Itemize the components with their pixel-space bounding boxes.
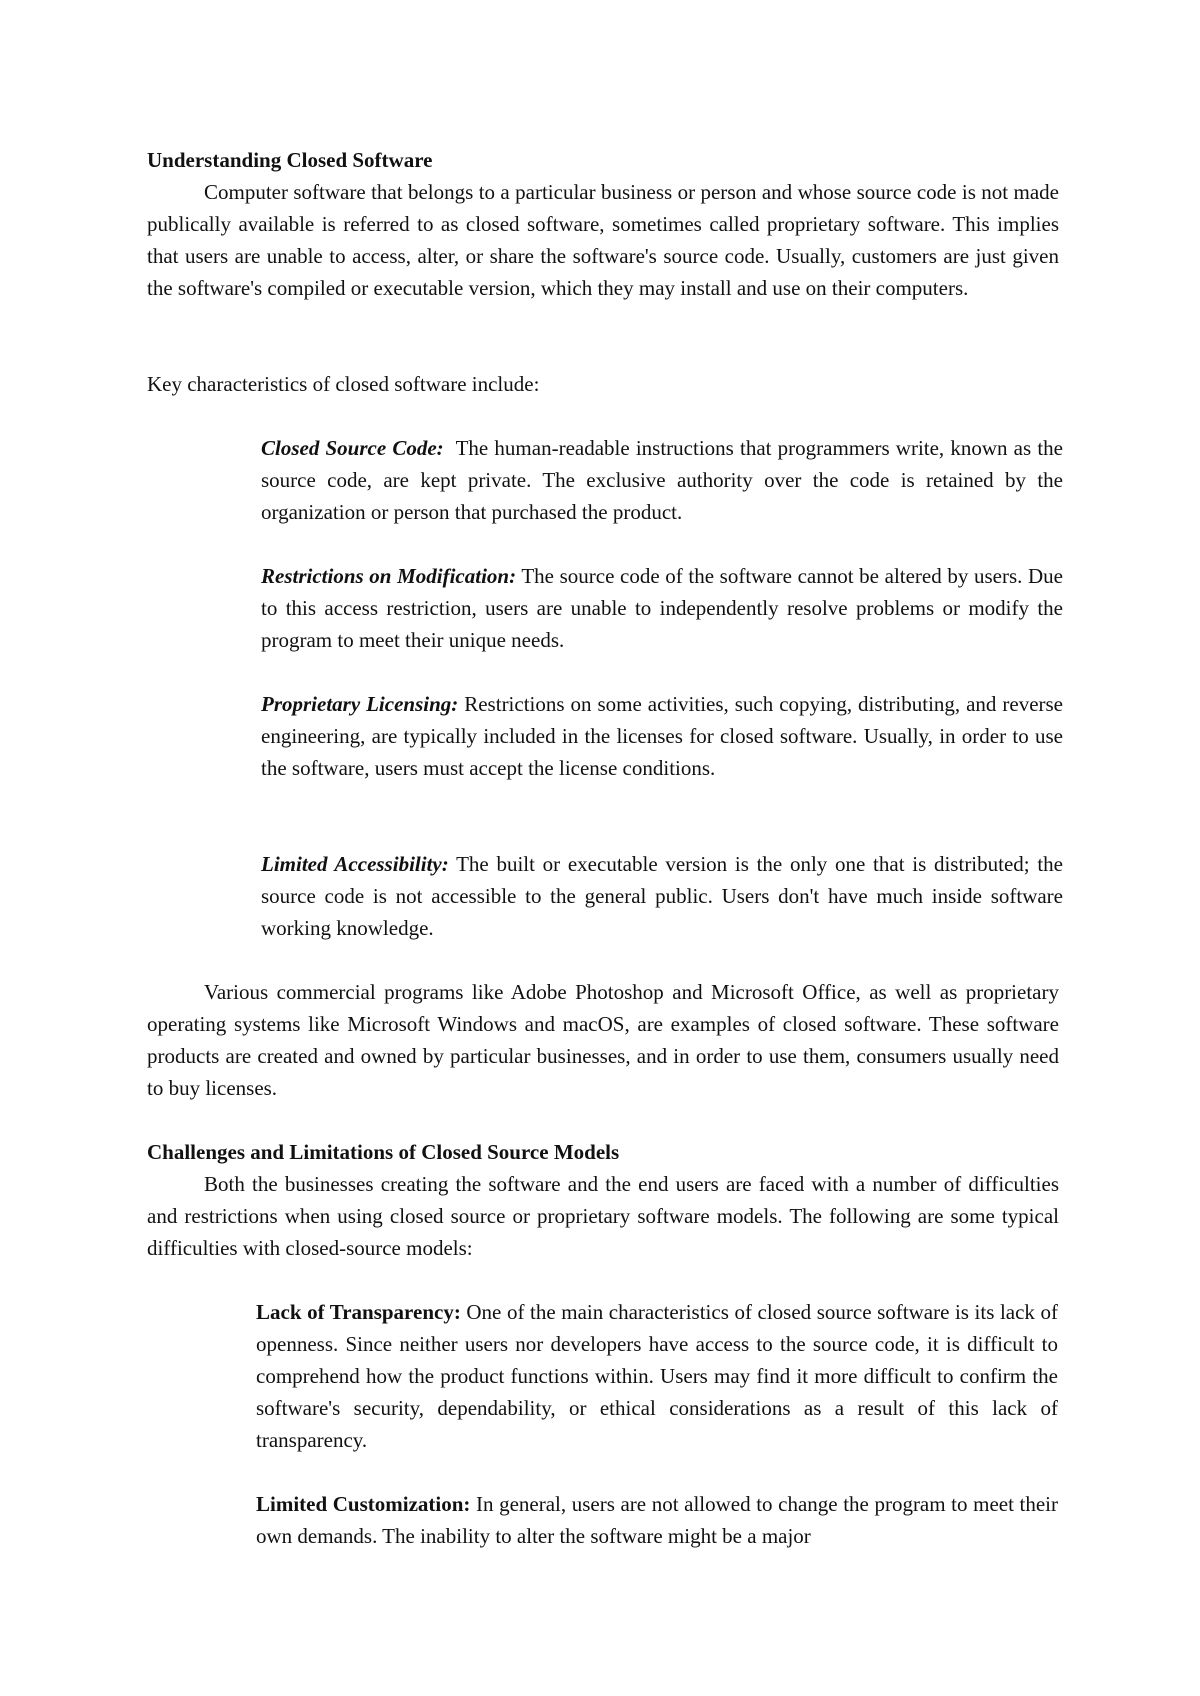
key-characteristics-intro: Key characteristics of closed software include: bbox=[147, 372, 540, 396]
characteristic-term: Closed Source Code: bbox=[261, 436, 444, 460]
characteristic-restrictions-on-modification bbox=[261, 560, 1063, 656]
characteristic-term: Restrictions on Modification: bbox=[261, 564, 517, 588]
characteristic-text: The human-readable instructions that programmers write, known as the source code, are kept private. The exclusive authority over the code is retained by the organization or person that purchased the product. bbox=[261, 436, 1063, 524]
section-heading-challenges: Challenges and Limitations of Closed Source Models bbox=[147, 1140, 620, 1164]
challenge-text: One of the main characteristics of closed source software is its lack of openness. Since neither users nor developers have access to the source code, it is difficult to comprehend how the product functions within. Users may find it more difficult to confirm the software's security, dependability, or ethical considerations as a result of this lack of transparency. bbox=[256, 1300, 1058, 1452]
characteristic-text: Restrictions on some activities, such copying, distributing, and reverse engineering, are typically included in the licenses for closed software. Usually, in order to use the software, users must accept the license conditions. bbox=[261, 692, 1063, 780]
section-heading-understanding: Understanding Closed Software bbox=[147, 148, 433, 172]
challenge-limited-customization bbox=[256, 1488, 1058, 1552]
challenge-term: Lack of Transparency: bbox=[256, 1300, 461, 1324]
challenge-lack-of-transparency bbox=[256, 1296, 1058, 1456]
challenge-term: Limited Customization: bbox=[256, 1492, 471, 1516]
characteristic-proprietary-licensing bbox=[261, 688, 1063, 784]
challenge-text: In general, users are not allowed to change the program to meet their own demands. The inability to alter the software might be a major bbox=[256, 1492, 1058, 1548]
characteristic-term: Proprietary Licensing: bbox=[261, 692, 459, 716]
characteristic-text: The source code of the software cannot be altered by users. Due to this access restriction, users are unable to independently resolve problems or modify the program to meet their unique needs. bbox=[261, 564, 1063, 652]
intro-paragraph: Computer software that belongs to a particular business or person and whose source code is not made publically available is referred to as closed software, sometimes called proprietary software. This implies that users are unable to access, alter, or share the software's source code. Usually, customers are just given the software's compiled or executable version, which they may install and use on their computers. bbox=[147, 180, 1059, 300]
characteristic-closed-source-code bbox=[261, 432, 1063, 528]
challenges-intro-paragraph: Both the businesses creating the software and the end users are faced with a number of difficulties and restrictions when using closed source or proprietary software models. The following are some typical difficulties with closed-source models: bbox=[147, 1172, 1059, 1260]
characteristic-text: The built or executable version is the only one that is distributed; the source code is not accessible to the general public. Users don't have much inside software working knowledge. bbox=[261, 852, 1064, 940]
characteristic-term: Limited Accessibility: bbox=[261, 852, 449, 876]
characteristic-limited-accessibility bbox=[261, 848, 1063, 944]
examples-paragraph: Various commercial programs like Adobe Photoshop and Microsoft Office, as well as proprietary operating systems like Microsoft Windows and macOS, are examples of closed software. These software products are created and owned by particular businesses, and in order to use them, consumers usually need to buy licenses. bbox=[147, 980, 1059, 1100]
